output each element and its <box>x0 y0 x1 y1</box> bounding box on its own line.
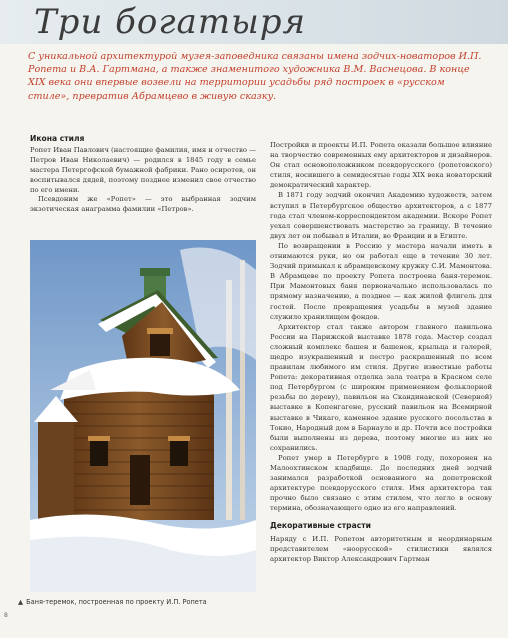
photo-caption <box>18 598 258 606</box>
right-paragraph-4: Архитектор стал также автором главного павильона России на Парижской выставке 1878 года. Мастер создал сложный комплекс башен и башенок, крыльца и галерей, щедро изукрашенный и пестро раскрашенный по всем правилам любимого им стиля. Другие известные работы Ропета: декоративная отделка зала театра в Красном селе под Петербургом (с широким применением фольклорной резьбы по дереву), павильон на Скандинавской (Северной) выставке в Копенгагене, русский павильон на Всемирной выставке в Чикаго, каменное здание русского посольства в Токио, Народный дом в Барнауле и др. Почти все постройки были выполнены из дерева, поэтому многие из них не сохранились. <box>270 322 492 452</box>
photo-illustration <box>30 240 256 592</box>
page-number: 8 <box>4 612 8 619</box>
left-paragraph-2: Псевдоним же «Ропет» — это выбранная зодчим экзотическая анаграмма фамилии «Петров». <box>30 195 256 214</box>
right-paragraph-3: По возвращении в Россию у мастера начали иметь в отнимаются руки, но он работал еще в течение 30 лет. Зодчий примыкал к абрамцевскому кружку С.И. Мамонтова. В Абрамцеве по проекту Ропета построена баня-теремок. При Мамонтовых баня первоначально использовалась по прямому назначению, а позднее — как жилой флигель для гостей. После превращения усадьбы в музей здание служило хранилищем фондов. <box>270 241 492 321</box>
left-column <box>30 134 256 215</box>
section-heading-decorative: Декоративные страсти <box>270 521 371 531</box>
right-paragraph-2: В 1871 году зодчий окончил Академию художеств, затем вступил в Петербургское общество архитекторов, а с 1877 года стал членом-корреспондентом академии. Вскоре Ропет уехал совершенствовать мастерство за границу. В течение двух лет он побывал в Италии, во Франции и в Египте. <box>270 191 492 240</box>
section-heading-style-icon: Икона стиля <box>30 134 85 143</box>
page-title: Три богатыря <box>34 2 307 42</box>
caption-text: Баня-теремок, построенная по проекту И.П. Ропета <box>26 598 207 606</box>
triangle-icon: ▲ <box>18 598 24 606</box>
right-paragraph-5: Ропет умер в Петербурге в 1908 году, похоронен на Малоохтинском кладбище. До последних дней зодчий занимался разработкой основанного на допетровской архитектуре псевдорусского стиля. Имя архитектора так прочно было связано с этим стилем, что легло в основу термина, обозначающего одно из его направлений. <box>270 453 492 513</box>
banya-teremok-photo <box>30 240 256 592</box>
right-column <box>270 140 492 564</box>
right-paragraph-1: Постройки и проекты И.П. Ропета оказали большое влияние на творчество современных ему архитекторов и дизайнеров. Он стал основоположником псевдорусского (ропетовского) стиля, носившего в семидесятые годы XIX века новаторский демократический характер. <box>270 141 492 190</box>
left-paragraph-1: Ропет Иван Павлович (настоящие фамилия, имя и отчество — Петров Иван Николаевич) — родился в 1845 году в семье мастера Петергофской бумажной фабрики. Рано осиротев, он воспитывался дядей, поэтому позднее изменил свое отчество по его имени. <box>30 145 256 194</box>
intro-paragraph: С уникальной архитектурой музея-заповедника связаны имена зодчих-новаторов И.П. Ропета и В.А. Гартмана, а также знаменитого художника В.М. Васнецова. В конце XIX века они впервые возвели на территории усадьбы ряд построек в «русском стиле», превратив Абрамцево в живую сказку. <box>28 51 482 102</box>
right-paragraph-6: Наряду с И.П. Ропетом авторитетным и неординарным представителем «ноорусской» стилистики являлся архитектор Виктор Александрович Гартман <box>270 534 492 563</box>
